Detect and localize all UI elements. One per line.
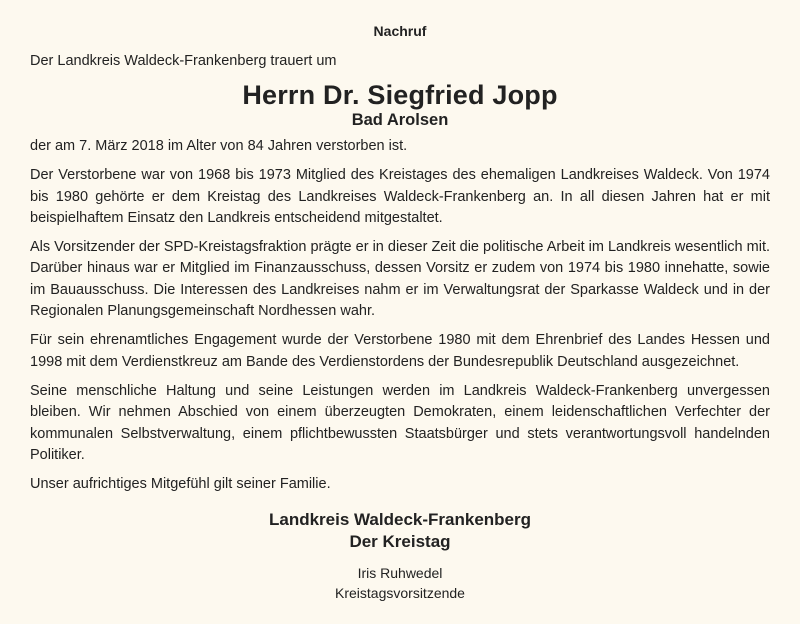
paragraph-membership: Der Verstorbene war von 1968 bis 1973 Mitglied des Kreistages des ehemaligen Landkreises Waldeck. Von 1974 bis 1980 gehörte er dem Kreistag des Landkreises Waldeck-Frankenberg an. In all diesen Jahren hat er mit beispielhaftem Einsatz den Landkreis entscheidend mitgestaltet. xyxy=(30,167,770,226)
intro-line: Der Landkreis Waldeck-Frankenberg trauert um xyxy=(30,53,337,69)
paragraph-remembrance: Seine menschliche Haltung und seine Leistungen werden im Landkreis Waldeck-Frankenberg unvergessen bleiben. Wir nehmen Abschied von einem überzeugten Demokraten, einem leidenschaftlichen Verfechter der kommunalen Selbstverwaltung, einem pflichtbewussten Staatsbürger und stets verantwortungsvoll handelnden Politiker. xyxy=(30,382,770,463)
paragraph-death-date: der am 7. März 2018 im Alter von 84 Jahren verstorben ist. xyxy=(30,138,408,154)
organization-name: Landkreis Waldeck-Frankenberg xyxy=(268,510,531,530)
organization-body: Der Kreistag xyxy=(349,532,451,552)
notice-heading: Nachruf xyxy=(373,23,427,39)
organization-block xyxy=(30,509,770,553)
signer-title: Kreistagsvorsitzende xyxy=(335,585,465,602)
signer-name: Iris Ruhwedel xyxy=(357,565,443,582)
paragraph-chairmanship: Als Vorsitzender der SPD-Kreistagsfraktion prägte er in dieser Zeit die politische Arbeit im Landkreis wesentlich mit. Darüber hinaus war er Mitglied im Finanzausschuss, dessen Vorsitz er zudem von 1974 bis 1980 innehatte, sowie im Bauausschuss. Die Interessen des Landkreises nahm er im Verwaltungsrat der Sparkasse Waldeck und in der Regionalen Planungsgemeinschaft Nordhessen wahr. xyxy=(30,239,770,320)
deceased-place: Bad Arolsen xyxy=(351,111,449,129)
deceased-name: Herrn Dr. Siegfried Jopp xyxy=(242,80,558,110)
paragraph-honors: Für sein ehrenamtliches Engagement wurde der Verstorbene 1980 mit dem Ehrenbrief des Landes Hessen und 1998 mit dem Verdienstkreuz am Bande des Verdienstordens der Bundesrepublik Deutschland ausgezeichnet. xyxy=(30,332,770,370)
signature-block xyxy=(30,563,770,603)
paragraph-condolence: Unser aufrichtiges Mitgefühl gilt seiner Familie. xyxy=(30,476,331,493)
